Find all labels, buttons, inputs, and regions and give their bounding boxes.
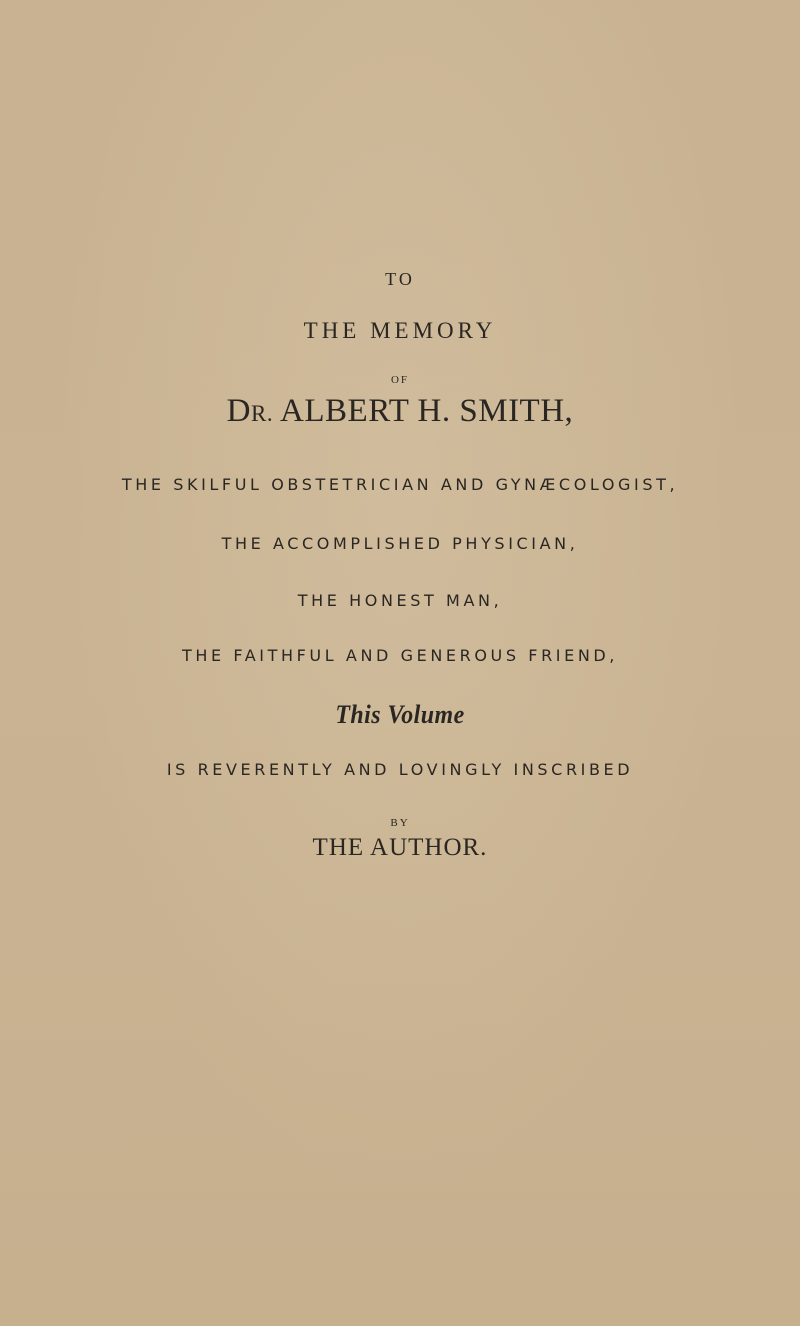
blackletter-this-volume: This Volume bbox=[335, 700, 465, 729]
dedication-by: BY bbox=[390, 817, 410, 829]
dedication-author: THE AUTHOR. bbox=[312, 834, 488, 861]
name-prefix-initial: D bbox=[226, 393, 252, 429]
honoree-name: ALBERT H. SMITH, bbox=[280, 393, 574, 429]
dedication-of: OF bbox=[390, 374, 410, 386]
dedication-line-inscribed: IS REVERENTLY AND LOVINGLY INSCRIBED bbox=[166, 760, 634, 779]
dedication-line-obstetrician: THE SKILFUL OBSTETRICIAN AND GYNÆCOLOGIST, bbox=[121, 475, 679, 494]
dedication-line-honest-man: THE HONEST MAN, bbox=[297, 591, 503, 610]
name-prefix-rest: R. bbox=[251, 401, 274, 426]
dedication-the-memory: THE MEMORY bbox=[303, 318, 497, 343]
honoree-name-line bbox=[0, 393, 800, 430]
dedication-line-friend: THE FAITHFUL AND GENEROUS FRIEND, bbox=[181, 646, 618, 665]
dedication-line-physician: THE ACCOMPLISHED PHYSICIAN, bbox=[221, 534, 579, 553]
dedication-to: TO bbox=[385, 269, 415, 289]
